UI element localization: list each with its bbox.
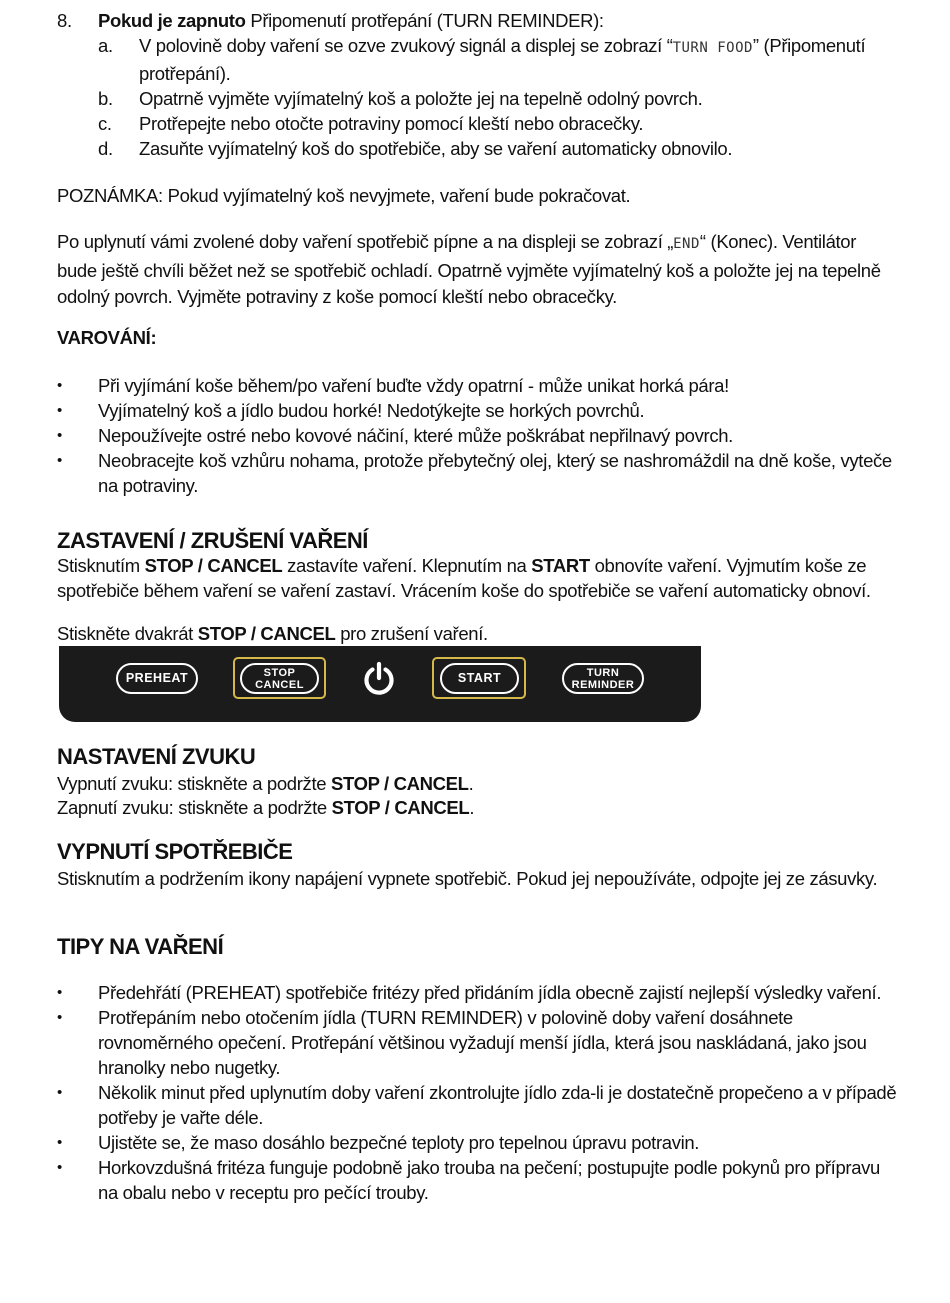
list-item <box>57 448 897 498</box>
paragraph-text: . <box>469 797 475 818</box>
paragraph-text: Stisknutím <box>57 555 145 576</box>
step-number: 8. <box>57 10 72 31</box>
step-item-d <box>57 136 897 161</box>
paragraph-text: . <box>468 773 474 794</box>
list-item-text: Ujistěte se, že maso dosáhlo bezpečné teploty pro tepelnou úpravu potravin. <box>98 1132 700 1153</box>
list-item-text: Nepoužívejte ostré nebo kovové náčiní, které může poškrábat nepřilnavý povrch. <box>98 425 733 446</box>
list-item-text: Vyjímatelný koš a jídlo budou horké! Nedotýkejte se horkých povrchů. <box>98 400 645 421</box>
after-cooking-paragraph <box>57 229 897 311</box>
paragraph-text: Po uplynutí vámi zvolené doby vaření spotřebič pípne a na displeji se zobrazí „ <box>57 231 674 252</box>
stop-cancel-button <box>240 663 319 694</box>
lcd-text: TURN FOOD <box>672 40 753 56</box>
paragraph-bold: START <box>531 555 590 576</box>
lcd-text: END <box>673 236 700 252</box>
item-letter: b. <box>98 88 113 109</box>
paragraph-text: zastavíte vaření. Klepnutím na <box>282 555 532 576</box>
button-label: START <box>457 671 502 685</box>
paragraph-text: Vypnutí zvuku: stiskněte a podržte <box>57 773 331 794</box>
button-label: REMINDER <box>571 678 635 691</box>
item-text: V polovině doby vaření se ozve zvukový signál a displej se zobrazí “ <box>139 35 673 56</box>
paragraph-bold: STOP / CANCEL <box>331 797 470 818</box>
step-8-heading <box>57 8 897 33</box>
paragraph-bold: STOP / CANCEL <box>144 555 283 576</box>
tips-heading: TIPY NA VAŘENÍ <box>57 934 224 959</box>
turn-reminder-button <box>562 663 644 694</box>
cancel-paragraph <box>57 621 897 646</box>
power-off-paragraph: Stisknutím a podržením ikony napájení vypnete spotřebič. Pokud jej nepoužíváte, odpojte jej ze zásuvky. <box>57 868 878 889</box>
step-item-b <box>57 86 897 111</box>
item-text: Opatrně vyjměte vyjímatelný koš a položte jej na tepelně odolný povrch. <box>139 88 703 109</box>
bullet: • <box>57 984 62 1001</box>
step-bold: Pokud je zapnuto <box>98 10 246 31</box>
paragraph-bold: STOP / CANCEL <box>197 623 336 644</box>
paragraph-text: “ (Konec). Ventilátor bude ještě chvíli běžet než se spotřebič ochladí. Opatrně vyjměte vyjímatelný koš a položte jej na tepelně odolný povrch. Vyjměte potraviny z koše pomocí kleští nebo obracečky. <box>57 231 881 307</box>
tips-list <box>57 980 897 1205</box>
item-letter: c. <box>98 113 112 134</box>
start-button <box>440 663 519 694</box>
sound-heading: NASTAVENÍ ZVUKU <box>57 744 256 769</box>
list-item <box>57 980 897 1005</box>
step-8 <box>57 8 897 161</box>
bullet: • <box>57 452 62 469</box>
warning-list <box>57 373 897 498</box>
power-icon <box>362 661 396 697</box>
list-item-text: Neobracejte koš vzhůru nohama, protože přebytečný olej, který se nashromáždil na dně koše, vyteče na potraviny. <box>98 450 892 496</box>
button-label: CANCEL <box>255 678 304 691</box>
list-item <box>57 1080 897 1130</box>
list-item-text: Při vyjímání koše během/po vaření buďte vždy opatrní - může unikat horká pára! <box>98 375 729 396</box>
stop-heading: ZASTAVENÍ / ZRUŠENÍ VAŘENÍ <box>57 528 368 553</box>
item-text: ” (Připomenutí protřepání). <box>139 35 866 84</box>
list-item <box>57 373 897 398</box>
bullet: • <box>57 377 62 394</box>
sound-on-line <box>57 795 897 820</box>
list-item <box>57 1005 897 1080</box>
button-label: TURN <box>586 666 620 679</box>
step-text: Připomenutí protřepání (TURN REMINDER): <box>245 10 604 31</box>
list-item-text: Horkovzdušná fritéza funguje podobně jako trouba na pečení; postupujte podle pokynů pro přípravu na obalu nebo v receptu pro pečící trouby. <box>98 1157 880 1203</box>
preheat-button <box>116 663 198 694</box>
list-item-text: Předehřátí (PREHEAT) spotřebiče fritézy před přidáním jídla obecně zajistí nejlepší výsledky vaření. <box>98 982 882 1003</box>
bullet: • <box>57 1159 62 1176</box>
warning-section <box>57 325 897 350</box>
bullet: • <box>57 1009 62 1026</box>
list-item <box>57 423 897 448</box>
paragraph-text: Zapnutí zvuku: stiskněte a podržte <box>57 797 332 818</box>
paragraph-text: pro zrušení vaření. <box>335 623 488 644</box>
paragraph-bold: STOP / CANCEL <box>330 773 469 794</box>
paragraph-text: Stiskněte dvakrát <box>57 623 198 644</box>
stop-paragraph <box>57 553 897 603</box>
paragraph-text: obnovíte vaření. Vyjmutím koše ze spotřebiče během vaření se vaření zastaví. Vrácením koše do spotřebiče se vaření automaticky obnoví. <box>57 555 871 601</box>
button-label: PREHEAT <box>125 671 189 685</box>
step-item-c <box>57 111 897 136</box>
bullet: • <box>57 1084 62 1101</box>
button-label: STOP <box>263 666 296 679</box>
warning-heading: VAROVÁNÍ: <box>57 327 157 348</box>
sound-off-line <box>57 771 897 796</box>
item-text: Zasuňte vyjímatelný koš do spotřebiče, aby se vaření automaticky obnovilo. <box>139 138 733 159</box>
list-item <box>57 398 897 423</box>
list-item <box>57 1155 897 1205</box>
item-letter: d. <box>98 138 113 159</box>
item-letter: a. <box>98 35 113 56</box>
list-item <box>57 1130 897 1155</box>
power-off-heading: VYPNUTÍ SPOTŘEBIČE <box>57 839 293 864</box>
bullet: • <box>57 1134 62 1151</box>
step-item-a <box>57 33 897 86</box>
note-paragraph: POZNÁMKA: Pokud vyjímatelný koš nevyjmete, vaření bude pokračovat. <box>57 185 631 206</box>
bullet: • <box>57 427 62 444</box>
list-item-text: Protřepáním nebo otočením jídla (TURN REMINDER) v polovině doby vaření dosáhnete rovnoměrného opečení. Protřepání většinou vyžadují menší jídla, která jsou naskládaná, jako jsou hranolky nebo nugetky. <box>98 1007 867 1078</box>
item-text: Protřepejte nebo otočte potraviny pomocí kleští nebo obracečky. <box>139 113 644 134</box>
bullet: • <box>57 402 62 419</box>
list-item-text: Několik minut před uplynutím doby vaření zkontrolujte jídlo zda-li je dostatečně propečeno a v případě potřeby je vařte déle. <box>98 1082 897 1128</box>
